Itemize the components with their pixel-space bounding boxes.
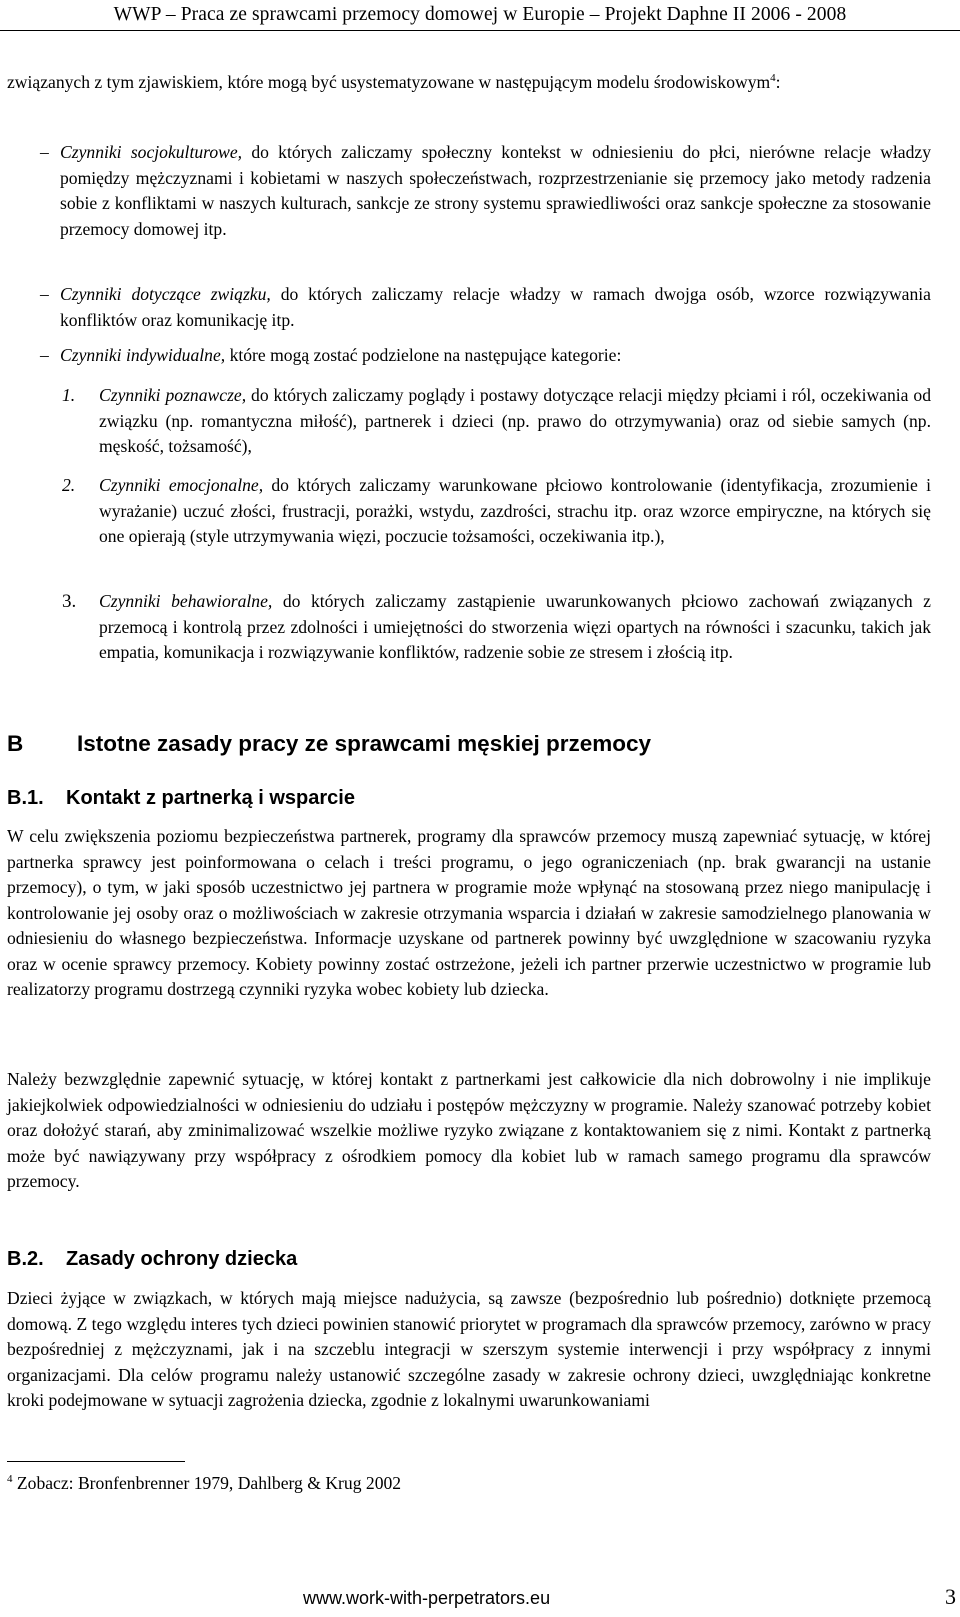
numbered-term: Czynniki behawioralne, xyxy=(99,591,273,611)
section-heading: Istotne zasady pracy ze sprawcami męskiej przemocy xyxy=(77,731,652,756)
numbered-term: Czynniki poznawcze, xyxy=(99,385,247,405)
subsection-number: B.2. xyxy=(7,1248,44,1270)
list-number: 2. xyxy=(62,475,76,495)
footnote-mark: 4 xyxy=(7,1473,13,1486)
bullet-text: które mogą zostać podzielone na następujące kategorie: xyxy=(225,345,622,365)
intro-paragraph xyxy=(7,70,931,96)
list-number: 3. xyxy=(62,591,77,612)
subsection-heading: Zasady ochrony dziecka xyxy=(66,1248,298,1270)
bullet-item xyxy=(40,343,931,369)
bullet-dash: – xyxy=(40,284,49,304)
body-paragraph: W celu zwiększenia poziomu bezpieczeństwa partnerek, programy dla sprawców przemocy muszą zapewniać sytuację, w której partnerka sprawcy jest poinformowana o celach i treści programu, o jego ograniczeniach (np. brak gwarancji na ustanie przemocy), o tym, w jaki sposób uczestnictwo jej partnera w programie może wpłynąć na stosowaną przez niego manipulację i kontrolowanie jej osoby oraz o możliwościach w zakresie otrzymania wsparcia i działań w zakresie samodzielnego planowania w odniesieniu do własnego bezpieczeństwa. Informacje uzyskane od partnerek powinny być uwzględnione w szacowaniu ryzyka oraz w ocenie sprawcy przemocy. Kobiety powinny zostać ostrzeżone, jeżeli ich partner przerwie uczestnictwo w programie lub realizatorzy programu dostrzegą czynniki ryzyka wobec kobiety lub dziecka. xyxy=(7,826,931,999)
numbered-item xyxy=(99,383,931,460)
footnote-text: Zobacz: Bronfenbrenner 1979, Dahlberg & Krug 2002 xyxy=(12,1473,402,1493)
footnote xyxy=(7,1471,927,1496)
subsection-number: B.1. xyxy=(7,787,44,809)
running-header: WWP – Praca ze sprawcami przemocy domowej w Europie – Projekt Daphne II 2006 - 2008 xyxy=(113,4,847,25)
header-rule xyxy=(0,30,960,31)
bullet-term: Czynniki indywidualne, xyxy=(60,345,226,365)
footnote-ref[interactable]: 4 xyxy=(770,72,776,85)
intro-colon: : xyxy=(775,72,781,92)
page-number: 3 xyxy=(945,1584,956,1609)
section-letter: B xyxy=(7,731,24,756)
intro-text: związanych z tym zjawiskiem, które mogą być usystematyzowane w następującym modelu środowiskowym xyxy=(7,72,771,92)
bullet-text: do których zaliczamy relacje władzy w ramach dwojga osób, wzorce rozwiązywania konfliktów oraz komunikację itp. xyxy=(60,284,931,330)
bullet-text: do których zaliczamy społeczny kontekst w odniesieniu do płci, nierówne relacje władzy pomiędzy mężczyznami i kobietami w naszych społeczeństwach, rozprzestrzenianie się przemocy jako metody radzenia sobie z konfliktami w naszych kulturach, sankcje ze strony systemu sprawiedliwości oraz sankcje społeczne za stosowanie przemocy domowej itp. xyxy=(60,142,931,239)
page-footer xyxy=(0,1585,960,1613)
bullet-dash: – xyxy=(40,142,49,162)
list-number: 1. xyxy=(62,385,76,405)
numbered-text: do których zaliczamy warunkowane płciowo kontrolowanie (identyfikacja, zrozumienie i wyrażanie) uczuć złości, frustracji, porażki, wstydu, zazdrości, strachu itp. oraz wzorce empiryczne, na których się one opierają (style utrzymywania więzi, poczucie tożsamości, oczekiwania itp.), xyxy=(99,475,931,546)
numbered-item xyxy=(99,473,931,550)
footnote-rule xyxy=(7,1461,185,1462)
bullet-term: Czynniki dotyczące związku, xyxy=(60,284,271,304)
bullet-item xyxy=(40,282,931,333)
numbered-text: do których zaliczamy poglądy i postawy dotyczące relacji między płciami i ról, oczekiwania od związku (np. romantyczna miłość), partnerek i dzieci (np. prawo do otrzymywania) oraz od siebie samych (np. męskość, tożsamość), xyxy=(99,385,931,456)
numbered-term: Czynniki emocjonalne, xyxy=(99,475,264,495)
bullet-item xyxy=(40,140,931,242)
numbered-item xyxy=(99,589,931,666)
numbered-text: do których zaliczamy zastąpienie uwarunkowanych płciowo zachowań związanych z przemocą i kontrolą przez zdolności i umiejętności do stworzenia więzi opartych na równości i szacunku, takich jak empatia, komunikacja i rozwiązywanie konfliktów, radzenie sobie ze stresem i złością itp. xyxy=(99,591,931,662)
footer-url-link[interactable]: www.work-with-perpetrators.eu xyxy=(303,1588,551,1608)
body-paragraph: Należy bezwzględnie zapewnić sytuację, w której kontakt z partnerkami jest całkowicie dla nich dobrowolny i nie implikuje jakiejkolwiek odpowiedzialności w odniesieniu do udziału i postępów mężczyzny w programie. Należy szanować potrzeby kobiet oraz dołożyć starań, aby zminimalizować wszelkie możliwe ryzyko związane z kontaktowaniem się z nimi. Kontakt z partnerką może być nawiązywany przy współpracy z ośrodkiem pomocy dla kobiet lub w ramach samego programu dla sprawców przemocy. xyxy=(7,1069,931,1191)
subsection-heading: Kontakt z partnerką i wsparcie xyxy=(66,787,355,809)
bullet-term: Czynniki socjokulturowe, xyxy=(60,142,243,162)
body-paragraph: Dzieci żyjące w związkach, w których mają miejsce nadużycia, są zawsze (bezpośrednio lub pośrednio) dotknięte przemocą domową. Z tego względu interes tych dzieci powinien stanowić priorytet w programach dla sprawców przemocy, zarówno w pracy bezpośredniej z mężczyznami, jak i na szczeblu integracji w szerszym systemie interwencji i przy współpracy z innymi organizacjami. Dla celów programu należy ustanowić szczególne zasady w zakresie ochrony dzieci, uwzględniając konkretne kroki podejmowane w sytuacji zagrożenia dziecka, zgodnie z lokalnymi uwarunkowaniami xyxy=(7,1288,931,1410)
bullet-dash: – xyxy=(40,345,49,365)
